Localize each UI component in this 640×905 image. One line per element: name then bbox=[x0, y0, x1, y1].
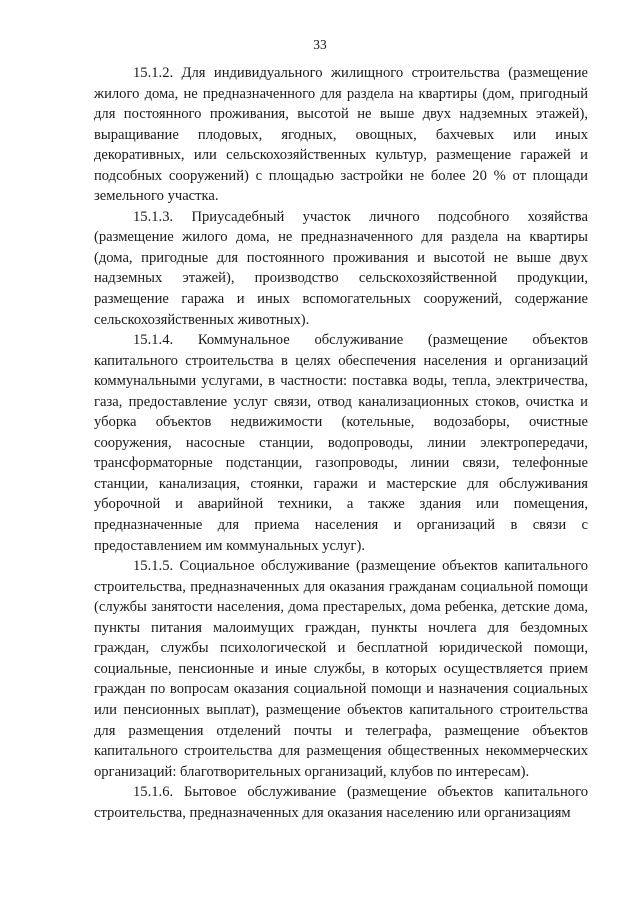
document-body bbox=[94, 63, 588, 823]
paragraph-15-1-3: 15.1.3. Приусадебный участок личного подсобного хозяйства (размещение жилого дома, не предназначенного для раздела на квартиры (дома, пригодные для постоянного проживания и высотой не выше двух надземных этажей), производство сельскохозяйственной продукции, размещение гаража и иных вспомогательных сооружений, содержание сельскохозяйственных животных). bbox=[94, 208, 588, 328]
paragraph-15-1-4: 15.1.4. Коммунальное обслуживание (размещение объектов капитального строительства в целях обеспечения населения и организаций коммунальными услугами, в частности: поставка воды, тепла, электричества, газа, предоставление услуг связи, отвод канализационных стоков, очистка и уборка объектов недвижимости (котельные, водозаборы, очистные сооружения, насосные станции, водопроводы, линии электропередачи, трансформаторные подстанции, газопроводы, линии связи, телефонные станции, канализация, стоянки, гаражи и мастерские для обслуживания уборочной и аварийной техники, а также здания или помещения, предназначенные для приема населения и организаций в связи с предоставлением им коммунальных услуг). bbox=[94, 332, 588, 554]
page-number: 33 bbox=[313, 37, 327, 52]
paragraph-15-1-2: 15.1.2. Для индивидуального жилищного строительства (размещение жилого дома, не предназначенного для раздела на квартиры (дом, пригодный для постоянного проживания, высотой не выше двух надземных этажей), выращивание плодовых, ягодных, овощных, бахчевых или иных декоративных, или сельскохозяйственных культур, размещение гаражей и подсобных сооружений) с площадью застройки не более 20 % от площади земельного участка. bbox=[94, 65, 588, 205]
paragraph-15-1-5: 15.1.5. Социальное обслуживание (размещение объектов капитального строительства, предназначенных для оказания гражданам социальной помощи (службы занятости населения, дома престарелых, дома ребенка, детские дома, пункты питания малоимущих граждан, пункты ночлега для бездомных граждан, службы психологической и бесплатной юридической помощи, социальные, пенсионные и иные службы, в которых осуществляется прием граждан по вопросам оказания социальной помощи и назначения социальных или пенсионных выплат), размещение объектов капитального строительства для размещения отделений почты и телеграфа, размещение объектов капитального строительства для размещения общественных некоммерческих организаций: благотворительных организаций, клубов по интересам). bbox=[94, 558, 588, 780]
paragraph-15-1-6: 15.1.6. Бытовое обслуживание (размещение объектов капитального строительства, предназначенных для оказания населению или организациям bbox=[94, 784, 588, 821]
